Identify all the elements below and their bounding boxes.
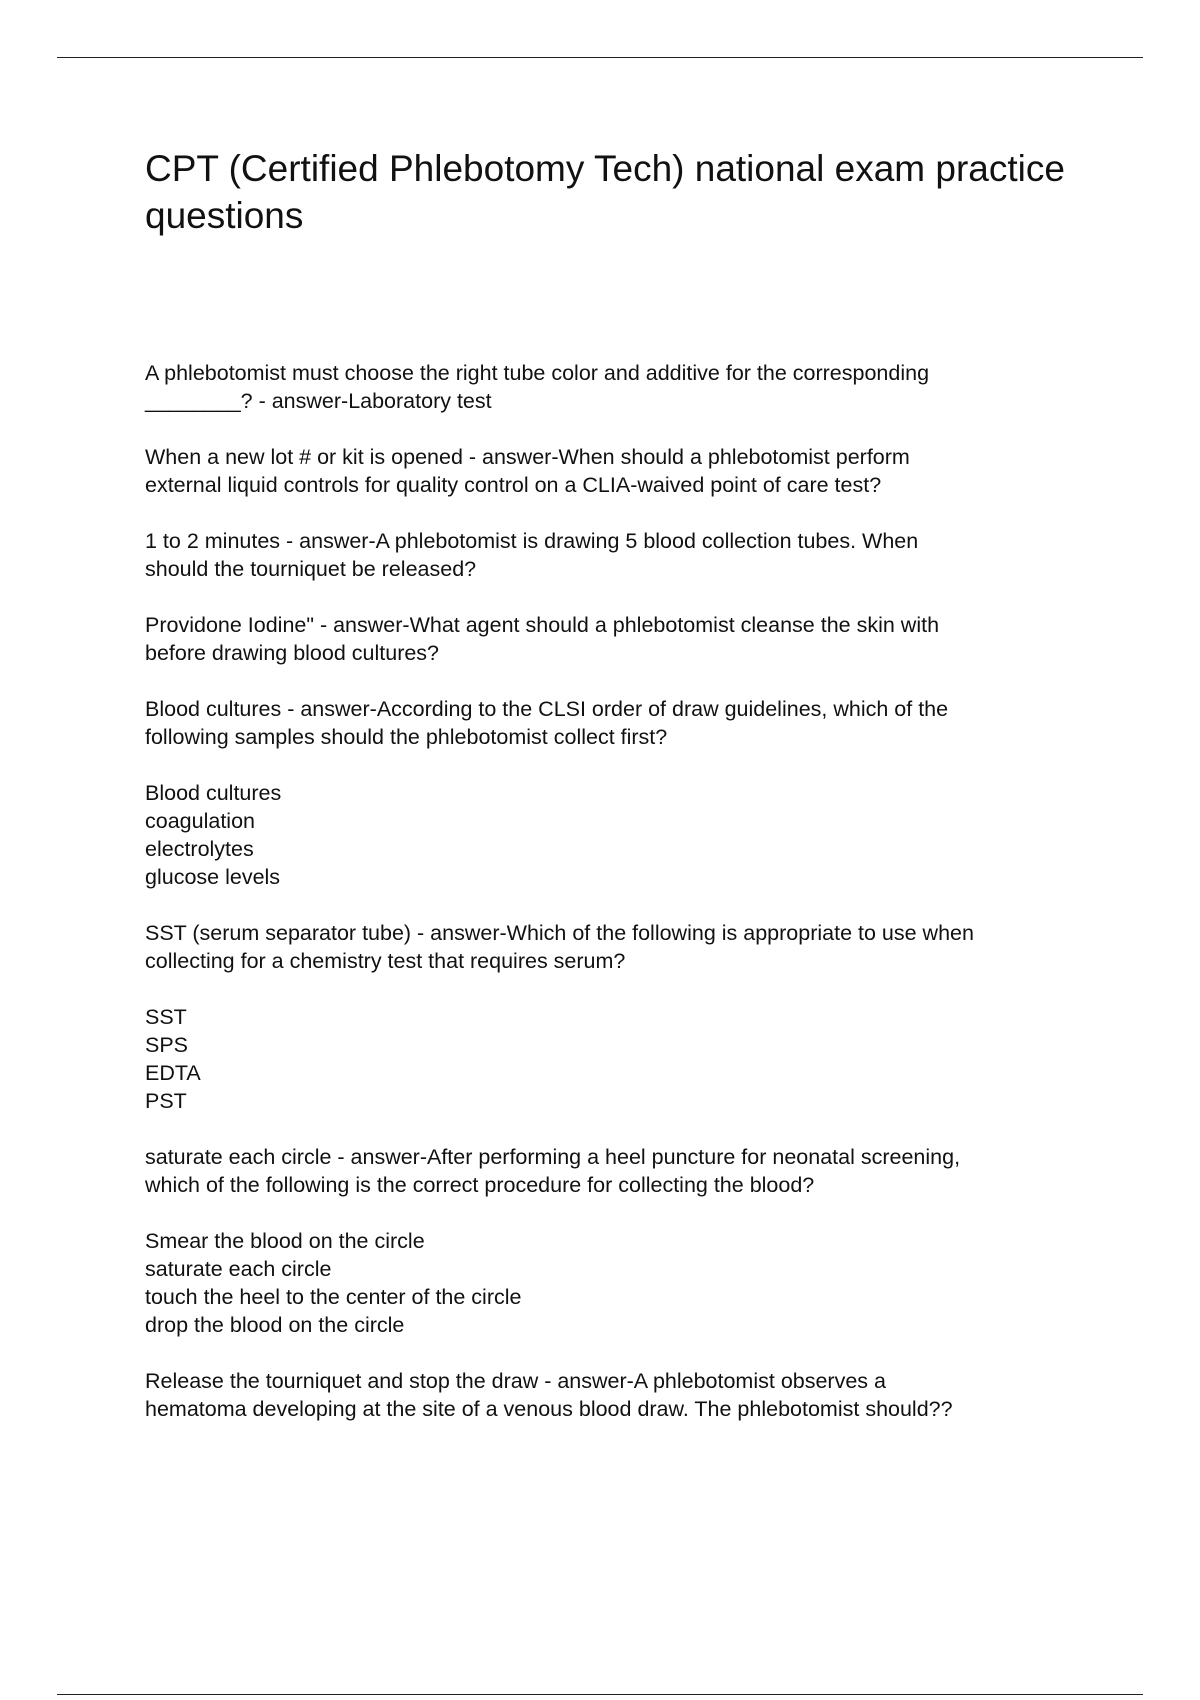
answer-option: coagulation <box>145 809 255 833</box>
qa-paragraph: saturate each circle - answer-After performing a heel puncture for neonatal screening, which of the following is the correct procedure for collecting the blood? <box>145 1145 961 1197</box>
qa-paragraph: Release the tourniquet and stop the draw - answer-A phlebotomist observes a hematoma developing at the site of a venous blood draw. The phlebotomist should?? <box>145 1369 953 1421</box>
answer-option: EDTA <box>145 1061 201 1085</box>
qa-paragraph: When a new lot # or kit is opened - answer-When should a phlebotomist perform external liquid controls for quality control on a CLIA-waived point of care test? <box>145 445 910 497</box>
qa-paragraph: Providone Iodine" - answer-What agent should a phlebotomist cleanse the skin with before drawing blood cultures? <box>145 613 940 665</box>
answer-option: saturate each circle <box>145 1257 332 1281</box>
answer-option: touch the heel to the center of the circle <box>145 1285 522 1309</box>
answer-option: drop the blood on the circle <box>145 1313 405 1337</box>
answer-option: PST <box>145 1089 187 1113</box>
top-divider <box>57 57 1143 58</box>
answer-option: SPS <box>145 1033 189 1057</box>
answer-option: Smear the blood on the circle <box>145 1229 425 1253</box>
document-body <box>145 359 1095 1451</box>
qa-paragraph: 1 to 2 minutes - answer-A phlebotomist is drawing 5 blood collection tubes. When should the tourniquet be released? <box>145 529 919 581</box>
qa-paragraph: SST (serum separator tube) - answer-Which of the following is appropriate to use when collecting for a chemistry test that requires serum? <box>145 921 974 973</box>
answer-option: electrolytes <box>145 837 254 861</box>
bottom-divider <box>57 1694 1143 1695</box>
answer-option: glucose levels <box>145 865 281 889</box>
document-title: CPT (Certified Phlebotomy Tech) national exam practice questions <box>145 148 1065 236</box>
qa-paragraph: A phlebotomist must choose the right tube color and additive for the corresponding ________? - answer-Laboratory test <box>145 361 930 413</box>
answer-options-list <box>145 1003 1095 1115</box>
answer-option: Blood cultures <box>145 781 282 805</box>
answer-options-list <box>145 779 1095 891</box>
answer-options-list <box>145 1227 1095 1339</box>
qa-paragraph: Blood cultures - answer-According to the CLSI order of draw guidelines, which of the following samples should the phlebotomist collect first? <box>145 697 949 749</box>
answer-option: SST <box>145 1005 187 1029</box>
